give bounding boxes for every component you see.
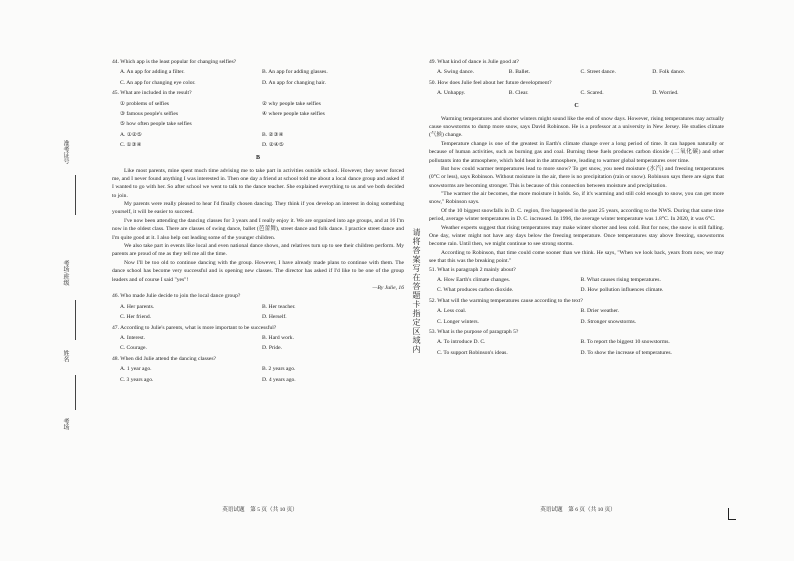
option-d: D. Pride. <box>262 345 283 352</box>
item-3: ③ famous people's selfies <box>120 110 179 117</box>
room-label: 考场 <box>62 418 68 430</box>
question-48: 48. When did Julie attend the dancing classes? <box>112 355 216 362</box>
option-b: B. Drier weather. <box>580 308 620 315</box>
passage-b-paragraph-1: Like most parents, mine spent much time advising me to take part in activities outside school. However, they never forced me, and I never found anything I was interested in. Then one day a friend at school told me about a local dance group and asked if I wanted to go with her. So after school we went to talk to the dance teacher. She explained everything to us and we both decided to join. <box>112 167 404 199</box>
question-48-options <box>120 365 404 384</box>
option-b: B. Her teacher. <box>262 303 296 310</box>
option-c: C. ①③④ <box>120 142 142 149</box>
option-c: C. What produces carbon dioxide. <box>437 287 514 294</box>
exam-number-line <box>75 175 76 215</box>
name-line <box>75 375 76 410</box>
question-52: 52. What will the warming temperatures cause according to the text? <box>429 297 583 304</box>
passage-b-paragraph-3: I've now been attending the dancing classes for 3 years and I really enjoy it. We are organized into age groups, and at 16 I'm now in the oldest class. There are classes of swing dance, ballet (芭蕾舞), street dance and folk dance. I practice street dance and I'm quite good at it. I also help out leading some of the younger children. <box>112 217 404 241</box>
passage-c-paragraph-3: But how could warmer temperatures lead to more snow? To get snow, you need moisture (水汽) and freezing temperatures (0°C or less), says Robinson. Without moisture in the air, there is no precipitation (rain or snow). Robinson says there are signs that snowstorms are becoming stronger. This is because of this connection between moisture and precipitation. <box>429 165 724 189</box>
question-53: 53. What is the purpose of paragraph 5? <box>429 328 519 335</box>
option-a: A. Less coal. <box>437 308 467 315</box>
section-b-heading: B <box>255 154 260 161</box>
question-44: 44. Which app is the least popular for changing selfies? <box>112 59 237 65</box>
school-label: 考场/班级 <box>62 260 68 286</box>
page-5-footer: 英语试题 第 5 页（共 10 页） <box>222 507 298 513</box>
passage-b-signature: —By Julie, 16 <box>372 284 404 291</box>
binding-sidebar <box>60 120 80 460</box>
option-a: A. Her parents. <box>120 303 155 310</box>
passage-c-paragraph-5: Of the 10 biggest snowfalls in D. C. region, five happened in the past 25 years, according to the NWS. During that same time period, average winter temperatures in D. C. increased. In 1996, the average winter temperature was 1.8°C. In 2020, it was 6°C. <box>429 207 724 223</box>
option-b: B. 2 years ago. <box>262 366 296 373</box>
option-c: C. Scared. <box>580 90 604 97</box>
question-51: 51. What is paragraph 2 mainly about? <box>429 266 516 273</box>
question-46: 46. Who made Julie decide to join the local dance group? <box>112 293 241 300</box>
option-d: D. How pollution influences climate. <box>580 287 664 294</box>
passage-c-paragraph-2: Temperature change is one of the greatest in Earth's climate change over a long period of time. It can happen naturally or because of human activities, such as burning gas and coal. Burning these fuels produces carbon dioxide (二氧化碳) and other pollutants into the atmosphere, which hold heat in the atmosphere, leading to warmer global temperatures over time. <box>429 140 724 164</box>
page-6-footer: 英语试题 第 6 页（共 10 页） <box>540 507 616 513</box>
question-45: 45. What are included in the result? <box>112 90 192 97</box>
passage-c-paragraph-1: Warming temperatures and shorter winters might sound like the end of snow days. However, rising temperatures may actually cause snowstorms to dump more snow, says David Robinson. He is a professor at a university in New Jersey. He studies climate (气候) change. <box>429 115 724 139</box>
option-b: B. Hard work. <box>262 334 295 341</box>
passage-b-paragraph-2: My parents were really pleased to hear I'd finally chosen dancing. They think if you develop an interest in doing something yourself, it will be easier to succeed. <box>112 201 404 216</box>
option-c: C. Street dance. <box>580 69 616 76</box>
corner-registration-mark <box>728 508 736 520</box>
option-c: C. An app for changing eye color. <box>120 79 196 86</box>
passage-c-paragraph-6: Weather experts suggest that rising temperatures may make winter shorter and less cold. But for now, the snow is still falling. One day, winter might not have any days below the freezing temperature. Once temperatures stay above freezing, snowstorms become rain. Until then, we might continue to see strong storms. <box>429 224 724 248</box>
question-47-options <box>120 334 404 353</box>
option-b: B. What causes rising temperatures. <box>580 276 661 283</box>
option-a: A. An app for adding a filter. <box>120 69 185 76</box>
option-d: D. Herself. <box>262 314 287 321</box>
question-47: 47. According to Julie's parents, what is more important to be successful? <box>112 324 277 331</box>
question-52-options <box>437 307 724 326</box>
item-1: ① problems of selfies <box>120 100 169 107</box>
option-a: A. 1 year ago. <box>120 366 152 373</box>
option-a: A. To introduce D. C. <box>437 339 486 346</box>
option-b: B. ②③④ <box>262 131 284 138</box>
question-50-options <box>437 89 724 97</box>
option-a: A. How Earth's climate changes. <box>437 276 511 283</box>
passage-c-paragraph-4: "The warmer the air becomes, the more moisture it holds. So, if it's warming and still cold enough to snow, you can get more snow," Robinson says. <box>429 191 724 206</box>
option-d: D. An app for changing hair. <box>262 79 326 86</box>
name-label: 姓名 <box>62 350 68 362</box>
answer-sheet-notice: 请将答案写在答题卡指定区域内 <box>412 228 421 354</box>
option-d: D. ②④⑤ <box>262 142 284 149</box>
option-c: C. To support Robinson's ideas. <box>437 349 508 356</box>
passage-b-paragraph-5: Now I'll be too old to continue dancing with the group. However, I have already made plans to continue with them. The dance school has become very successful and is opening new classes. The director has asked if I'd like to be one of the group leaders and of course I said "yes"! <box>112 259 404 283</box>
question-51-options <box>437 276 724 295</box>
item-2: ② why people take selfies <box>262 100 321 107</box>
question-45-items <box>120 100 404 129</box>
option-c: C. Courage. <box>120 345 147 352</box>
option-d: D. Folk dance. <box>652 69 686 76</box>
question-50: 50. How does Julie feel about her future development? <box>429 79 552 86</box>
option-d: D. Worried. <box>652 90 679 97</box>
question-53-options <box>437 338 724 357</box>
page-6 <box>429 58 724 359</box>
passage-b-paragraph-4: We also take part in events like local and even national dance shows, and relatives turn up to see their children perform. My parents are proud of me as they tell me all the time. <box>112 243 404 258</box>
exam-number-label: 准考证号 <box>62 140 68 164</box>
item-4: ④ where people take selfies <box>262 110 325 117</box>
option-c: C. Longer winters. <box>437 318 479 325</box>
option-b: B. Ballet. <box>508 69 531 76</box>
section-c-heading: C <box>574 102 579 109</box>
option-c: C. Her friend. <box>120 314 152 321</box>
option-a: A. Interest. <box>120 334 146 341</box>
option-a: A. Swing dance. <box>437 69 474 76</box>
school-line <box>75 300 76 340</box>
question-49-options <box>437 68 724 76</box>
option-d: D. Stronger snowstorms. <box>580 318 637 325</box>
option-b: B. An app for adding glasses. <box>262 69 328 76</box>
page-5 <box>112 58 404 386</box>
question-49: 49. What kind of dance is Julie good at? <box>429 59 519 65</box>
option-a: A. Unhappy. <box>437 90 466 97</box>
question-45-options <box>120 131 404 150</box>
option-a: A. ①②⑤ <box>120 131 142 138</box>
option-c: C. 3 years ago. <box>120 376 154 383</box>
question-46-options <box>120 303 404 322</box>
question-44-options <box>120 68 404 87</box>
option-d: D. To show the increase of temperatures. <box>580 349 672 356</box>
item-5: ⑤ how often people take selfies <box>120 121 192 128</box>
option-b: B. Clear. <box>508 90 529 97</box>
option-d: D. 4 years ago. <box>262 376 296 383</box>
passage-c-paragraph-7: According to Robinson, that time could come sooner than we think. He says, "When we look back, years from now, we may see that this was the breaking point." <box>429 249 724 265</box>
option-b: B. To report the biggest 10 snowstorms. <box>580 339 670 346</box>
